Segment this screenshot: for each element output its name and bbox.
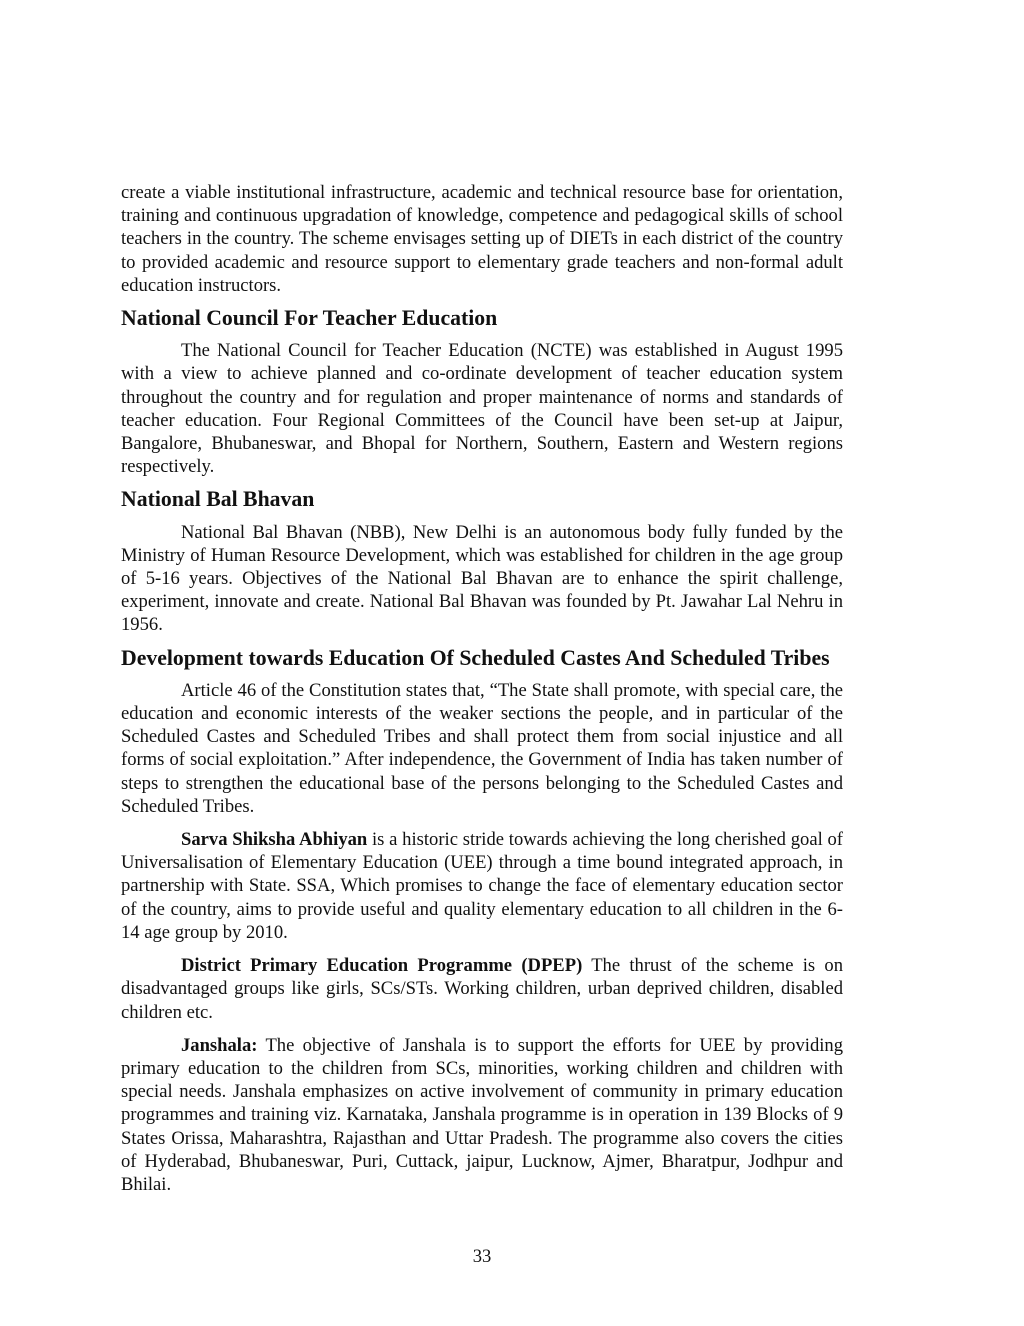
nbb-heading: National Bal Bhavan — [121, 487, 315, 512]
janshala-body: The objective of Janshala is to support the efforts for UEE by providing primary education to the children from SCs, minorities, working children and children with special needs. Janshala emphasizes on active involvement of community in primary education programmes and training viz. Karnataka, Janshala programme is in operation in 139 Blocks of 9 States Orissa, Maharashtra, Rajasthan and Uttar Pradesh. The programme also covers the cities of Hyderabad, Bhubaneswar, Puri, Cuttack, jaipur, Lucknow, Ajmer, Bharatpur, Jodhpur and Bhilai. — [121, 1034, 843, 1195]
dpep-paragraph — [121, 954, 843, 1024]
intro-paragraph: create a viable institutional infrastructure, academic and technical resource base for orientation, training and continuous upgradation of knowledge, competence and pedagogical skills of school teachers in the country. The scheme envisages setting up of DIETs in each district of the country to provided academic and resource support to elementary grade teachers and non-formal adult education instructors. — [121, 182, 843, 296]
dpep-body: The thrust of the scheme is on disadvantaged groups like girls, SCs/STs. Working children, urban deprived children, disabled children etc. — [121, 955, 843, 1023]
nbb-paragraph: National Bal Bhavan (NBB), New Delhi is an autonomous body fully funded by the Ministry of Human Resource Development, which was established for children in the age group of 5-16 years. Objectives of the National Bal Bhavan are to enhance the spirit challenge, experiment, innovate and create. National Bal Bhavan was founded by Pt. Jawahar Lal Nehru in 1956. — [121, 521, 843, 636]
ncte-paragraph: The National Council for Teacher Education (NCTE) was established in August 1995 with a view to achieve planned and co-ordinate development of teacher education system throughout the country and for regulation and proper maintenance of norms and standards of teacher education. Four Regional Committees of the Council have been set-up at Jaipur, Bangalore, Bhubaneswar, and Bhopal for Northern, Southern, Eastern and Western regions respectively. — [121, 340, 843, 478]
ncte-heading: National Council For Teacher Education — [121, 306, 498, 331]
scst-heading: Development towards Education Of Scheduled Castes And Scheduled Tribes — [121, 645, 830, 670]
ssa-lead: Sarva Shiksha Abhiyan — [181, 829, 368, 851]
page-number: 33 — [472, 1246, 492, 1267]
ssa-paragraph — [121, 828, 843, 944]
janshala-paragraph — [121, 1034, 843, 1196]
dpep-lead: District Primary Education Programme (DPEP) — [181, 955, 583, 977]
document-page — [121, 181, 843, 1196]
janshala-lead: Janshala: — [181, 1034, 258, 1056]
scst-paragraph: Article 46 of the Constitution states that, “The State shall promote, with special care, the education and economic interests of the weaker sections the people, and in particular of the Scheduled Castes and Scheduled Tribes and shall protect them from social injustice and all forms of social exploitation.” After independence, the Government of India has taken number of steps to strengthen the educational base of the persons belonging to the Scheduled Castes and Scheduled Tribes. — [121, 679, 843, 817]
ssa-body: is a historic stride towards achieving the long cherished goal of Universalisation of Elementary Education (UEE) through a time bound integrated approach, in partnership with State. SSA, Which promises to change the face of elementary education sector of the country, aims to provide useful and quality elementary education to all children in the 6-14 age group by 2010. — [121, 829, 843, 943]
